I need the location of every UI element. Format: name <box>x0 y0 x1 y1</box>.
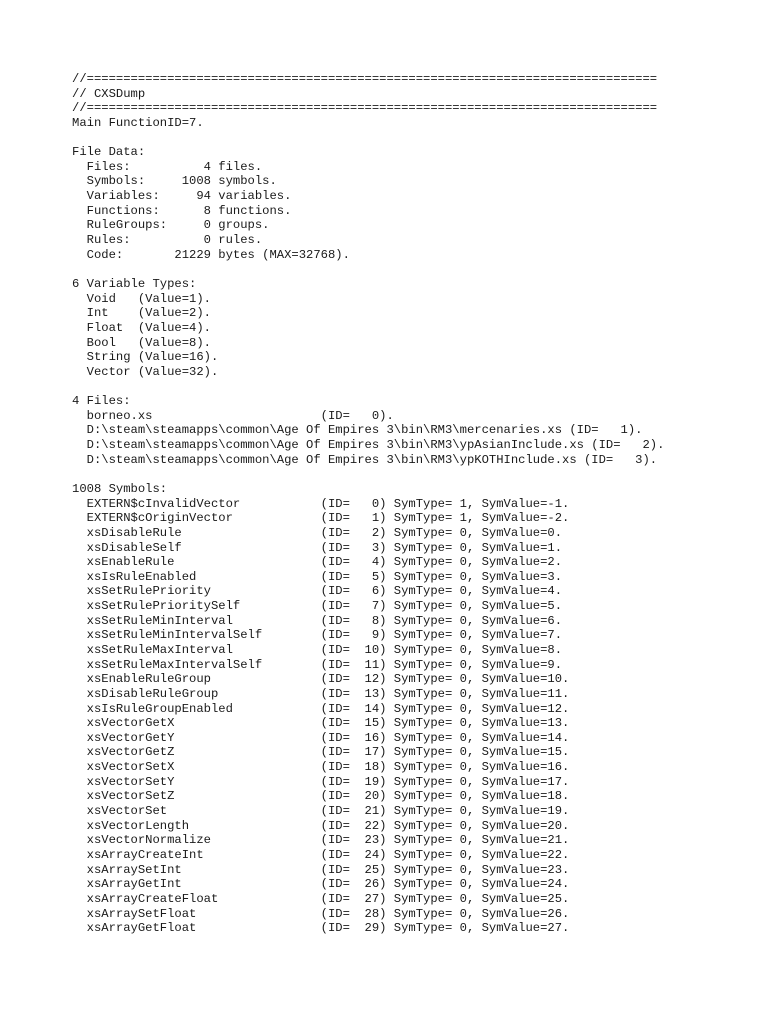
document-body <box>72 72 664 936</box>
text-line: xsSetRuleMinInterval (ID= 8) SymType= 0, SymValue=6. <box>72 613 563 628</box>
text-line: Functions: 8 functions. <box>72 203 292 218</box>
text-line: Vector (Value=32). <box>72 364 219 379</box>
text-line: xsSetRulePriority (ID= 6) SymType= 0, SymValue=4. <box>72 584 563 599</box>
text-line: xsArrayCreateInt (ID= 24) SymType= 0, SymValue=22. <box>72 847 570 862</box>
text-line: //============================================================================== <box>72 72 658 86</box>
text-line: xsVectorGetZ (ID= 17) SymType= 0, SymValue=15. <box>72 745 570 760</box>
text-line: xsDisableSelf (ID= 3) SymType= 0, SymValue=1. <box>72 540 563 555</box>
text-line: borneo.xs (ID= 0). <box>72 408 394 423</box>
text-line: Code: 21229 bytes (MAX=32768). <box>72 247 350 262</box>
text-line: Rules: 0 rules. <box>72 233 263 248</box>
text-line: //============================================================================== <box>72 101 658 116</box>
text-line: D:\steam\steamapps\common\Age Of Empires 3\bin\RM3\ypAsianInclude.xs (ID= 2). <box>72 438 665 453</box>
text-line: 4 Files: <box>72 394 131 409</box>
text-line: File Data: <box>72 145 146 160</box>
text-line: xsVectorSetZ (ID= 20) SymType= 0, SymValue=18. <box>72 789 570 804</box>
text-line <box>72 262 664 277</box>
text-line: Variables: 94 variables. <box>72 189 292 204</box>
text-line: EXTERN$cInvalidVector (ID= 0) SymType= 1, SymValue=-1. <box>72 496 570 511</box>
text-line: 1008 Symbols: <box>72 481 168 496</box>
text-line: String (Value=16). <box>72 350 219 365</box>
text-line: xsVectorSetX (ID= 18) SymType= 0, SymValue=16. <box>72 760 570 775</box>
text-line: xsArraySetInt (ID= 25) SymType= 0, SymValue=23. <box>72 862 570 877</box>
text-line: Bool (Value=8). <box>72 335 211 350</box>
text-line: xsEnableRuleGroup (ID= 12) SymType= 0, SymValue=10. <box>72 672 570 687</box>
text-line: Main FunctionID=7. <box>72 115 204 130</box>
text-line: xsSetRuleMaxIntervalSelf (ID= 11) SymType= 0, SymValue=9. <box>72 657 563 672</box>
text-line: xsArraySetFloat (ID= 28) SymType= 0, SymValue=26. <box>72 906 570 921</box>
text-line: xsVectorLength (ID= 22) SymType= 0, SymValue=20. <box>72 818 570 833</box>
text-line <box>72 467 664 482</box>
text-line: 6 Variable Types: <box>72 276 197 291</box>
text-line: RuleGroups: 0 groups. <box>72 218 270 233</box>
text-line: xsDisableRuleGroup (ID= 13) SymType= 0, SymValue=11. <box>72 686 570 701</box>
text-line: EXTERN$cOriginVector (ID= 1) SymType= 1, SymValue=-2. <box>72 511 570 526</box>
text-line: xsVectorGetY (ID= 16) SymType= 0, SymValue=14. <box>72 730 570 745</box>
text-line: xsSetRuleMinIntervalSelf (ID= 9) SymType= 0, SymValue=7. <box>72 628 563 643</box>
text-line: xsVectorGetX (ID= 15) SymType= 0, SymValue=13. <box>72 716 570 731</box>
text-line: Files: 4 files. <box>72 159 263 174</box>
text-line: Void (Value=1). <box>72 291 211 306</box>
text-line: xsIsRuleEnabled (ID= 5) SymType= 0, SymValue=3. <box>72 569 563 584</box>
text-line: Float (Value=4). <box>72 320 211 335</box>
text-line: // CXSDump <box>72 86 146 101</box>
text-line: xsVectorNormalize (ID= 23) SymType= 0, SymValue=21. <box>72 833 570 848</box>
text-line: xsVectorSet (ID= 21) SymType= 0, SymValue=19. <box>72 804 570 819</box>
text-line <box>72 379 664 394</box>
text-line <box>72 131 664 146</box>
text-line: xsArrayCreateFloat (ID= 27) SymType= 0, SymValue=25. <box>72 891 570 906</box>
text-line: Symbols: 1008 symbols. <box>72 174 277 189</box>
text-line: xsIsRuleGroupEnabled (ID= 14) SymType= 0, SymValue=12. <box>72 701 570 716</box>
text-line: xsVectorSetY (ID= 19) SymType= 0, SymValue=17. <box>72 774 570 789</box>
text-line: xsSetRulePrioritySelf (ID= 7) SymType= 0, SymValue=5. <box>72 599 563 614</box>
text-line: xsSetRuleMaxInterval (ID= 10) SymType= 0, SymValue=8. <box>72 642 563 657</box>
text-line: xsArrayGetInt (ID= 26) SymType= 0, SymValue=24. <box>72 877 570 892</box>
text-line: xsArrayGetFloat (ID= 29) SymType= 0, SymValue=27. <box>72 921 570 936</box>
text-line: xsDisableRule (ID= 2) SymType= 0, SymValue=0. <box>72 525 563 540</box>
text-line: Int (Value=2). <box>72 306 211 321</box>
text-line: D:\steam\steamapps\common\Age Of Empires 3\bin\RM3\ypKOTHInclude.xs (ID= 3). <box>72 452 658 467</box>
text-line: xsEnableRule (ID= 4) SymType= 0, SymValue=2. <box>72 555 563 570</box>
text-line: D:\steam\steamapps\common\Age Of Empires 3\bin\RM3\mercenaries.xs (ID= 1). <box>72 423 643 438</box>
